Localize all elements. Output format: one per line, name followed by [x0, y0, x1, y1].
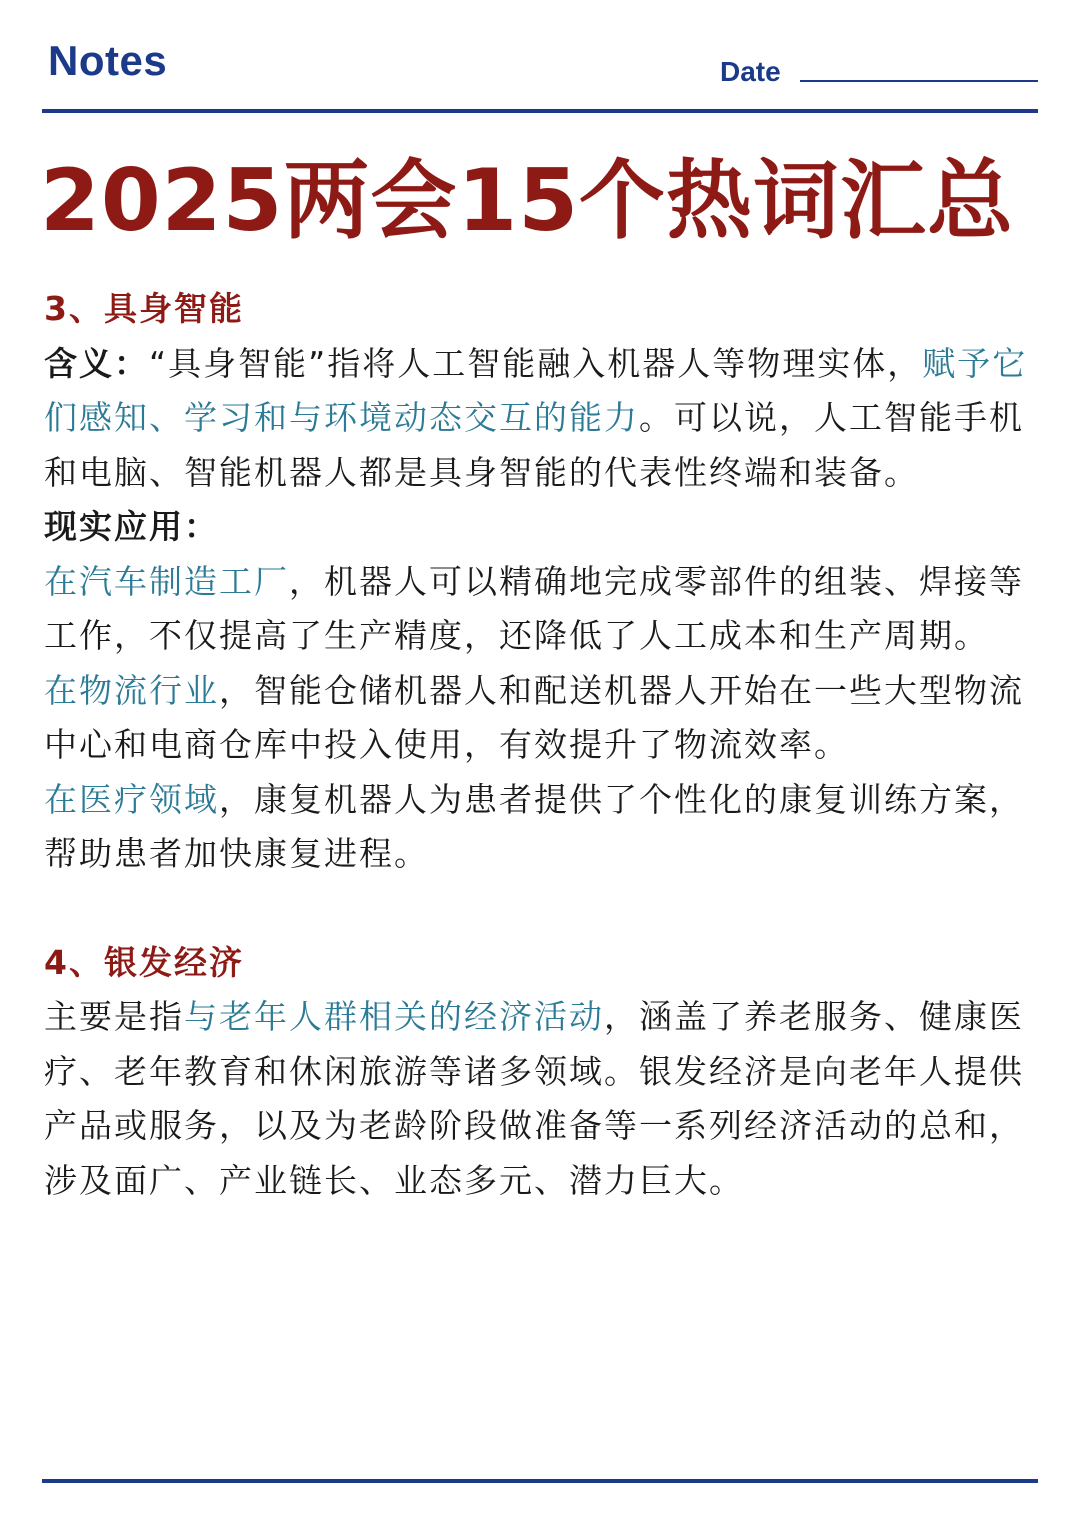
application-text: ，机器人可以精确地完成零部件的组装、焊接等工作，不仅提高了生产精度，还降低了人工成本和生产周期。 — [44, 561, 1024, 655]
meaning-label: 含义： — [44, 343, 149, 383]
application-highlight: 在医疗领域 — [44, 779, 219, 819]
application-item — [44, 773, 1038, 882]
header-date-label: Date — [720, 56, 781, 87]
application-text: ，智能仓储机器人和配送机器人开始在一些大型物流中心和电商仓库中投入使用，有效提升了物流效率。 — [44, 670, 1024, 764]
application-highlight: 在汽车制造工厂 — [44, 561, 289, 601]
section-spacer — [44, 882, 1038, 936]
section-heading-embodied-ai: 3、具身智能 — [44, 289, 244, 328]
application-item — [44, 555, 1038, 664]
header-notes: Notes — [48, 37, 168, 84]
silver-economy-paragraph — [44, 990, 1038, 1208]
application-highlight: 在物流行业 — [44, 670, 219, 710]
silver-text-1: 主要是指 — [44, 997, 184, 1036]
application-text: ，康复机器人为患者提供了个性化的康复训练方案，帮助患者加快康复进程。 — [44, 779, 1024, 873]
meaning-text-1: “具身智能”指将人工智能融入机器人等物理实体， — [149, 343, 923, 383]
silver-text-2: ，涵盖了养老服务、健康医疗、老年教育和休闲旅游等诸多领域。银发经济是向老年人提供产品或服务，以及为老龄阶段做准备等一系列经济活动的总和，涉及面广、产业链长、业态多元、潜力巨大。 — [44, 997, 1024, 1200]
meaning-text-2: 。可以说，人工智能手机和电脑、智能机器人都是具身智能的代表性终端和装备。 — [44, 398, 1024, 492]
top-divider — [42, 109, 1038, 113]
application-label: 现实应用： — [44, 507, 219, 546]
notes-content — [44, 282, 1038, 1208]
bottom-divider — [42, 1479, 1038, 1483]
application-item — [44, 664, 1038, 773]
date-underline — [800, 80, 1038, 82]
meaning-paragraph — [44, 337, 1038, 501]
page-title: 2025两会15个热词汇总 — [40, 151, 1015, 251]
silver-highlight: 与老年人群相关的经济活动 — [184, 997, 604, 1036]
section-heading-silver-economy: 4、银发经济 — [44, 942, 244, 982]
meaning-highlight: 赋予它们感知、学习和与环境动态交互的能力 — [44, 343, 1028, 437]
